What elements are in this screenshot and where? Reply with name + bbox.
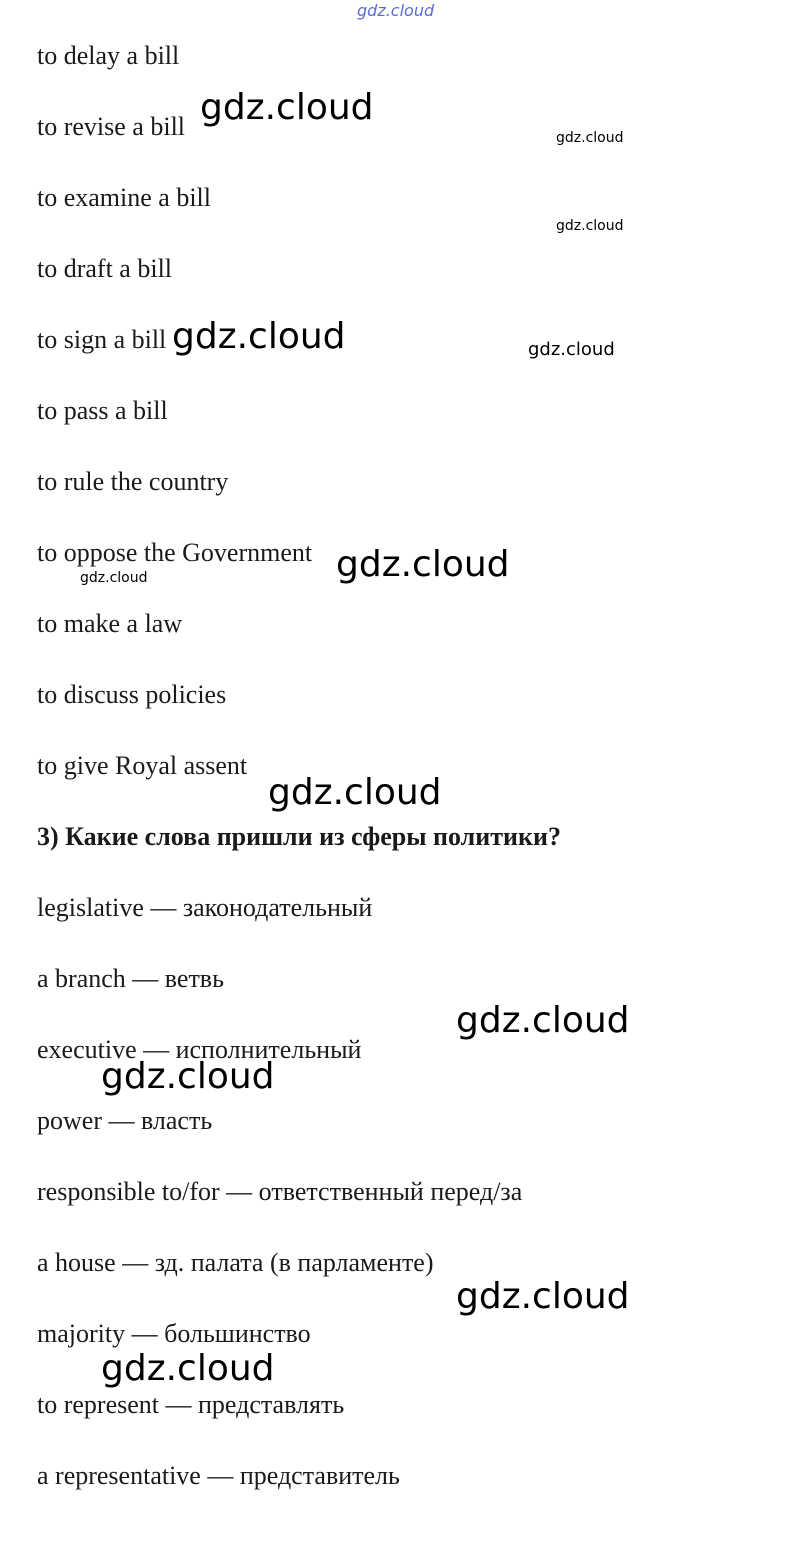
watermark-large: gdz.cloud xyxy=(456,1000,630,1041)
watermark-large: gdz.cloud xyxy=(200,87,374,128)
vocab-item: majority — большинство xyxy=(37,1319,311,1348)
vocab-item: executive — исполнительный xyxy=(37,1035,362,1064)
watermark-large: gdz.cloud xyxy=(456,1276,630,1317)
watermark-large: gdz.cloud xyxy=(268,772,442,813)
phrase-item: to give Royal assent xyxy=(37,751,248,780)
vocab-item: a branch — ветвь xyxy=(37,964,224,993)
vocab-item: responsible to/for — ответственный перед/за xyxy=(37,1177,523,1206)
phrase-item: to revise a bill xyxy=(37,112,186,141)
phrase-item: to rule the country xyxy=(37,467,229,496)
watermark-large: gdz.cloud xyxy=(172,316,346,357)
watermark-small: gdz.cloud xyxy=(80,570,148,586)
phrase-item: to sign a bill xyxy=(37,325,167,354)
phrase-item: to pass a bill xyxy=(37,396,168,425)
watermark-small: gdz.cloud xyxy=(556,218,624,234)
phrase-item: to make a law xyxy=(37,609,183,638)
watermark-large: gdz.cloud xyxy=(336,544,510,585)
vocab-item: legislative — законодательный xyxy=(37,893,373,922)
vocab-item: to represent — представлять xyxy=(37,1390,345,1419)
phrase-item: to examine a bill xyxy=(37,183,212,212)
watermark-small: gdz.cloud xyxy=(556,130,624,146)
watermark-large: gdz.cloud xyxy=(101,1348,275,1389)
vocab-item: a house — зд. палата (в парламенте) xyxy=(37,1248,434,1277)
phrase-item: to delay a bill xyxy=(37,41,180,70)
phrase-item: to discuss policies xyxy=(37,680,227,709)
watermark-top: gdz.cloud xyxy=(357,1,435,20)
vocab-item: power — власть xyxy=(37,1106,213,1135)
phrase-item: to oppose the Government xyxy=(37,538,313,567)
phrase-item: to draft a bill xyxy=(37,254,173,283)
watermark-medium: gdz.cloud xyxy=(528,339,615,360)
vocab-item: a representative — представитель xyxy=(37,1461,400,1490)
section-heading: 3) Какие слова пришли из сферы политики? xyxy=(37,822,561,851)
watermark-large: gdz.cloud xyxy=(101,1056,275,1097)
